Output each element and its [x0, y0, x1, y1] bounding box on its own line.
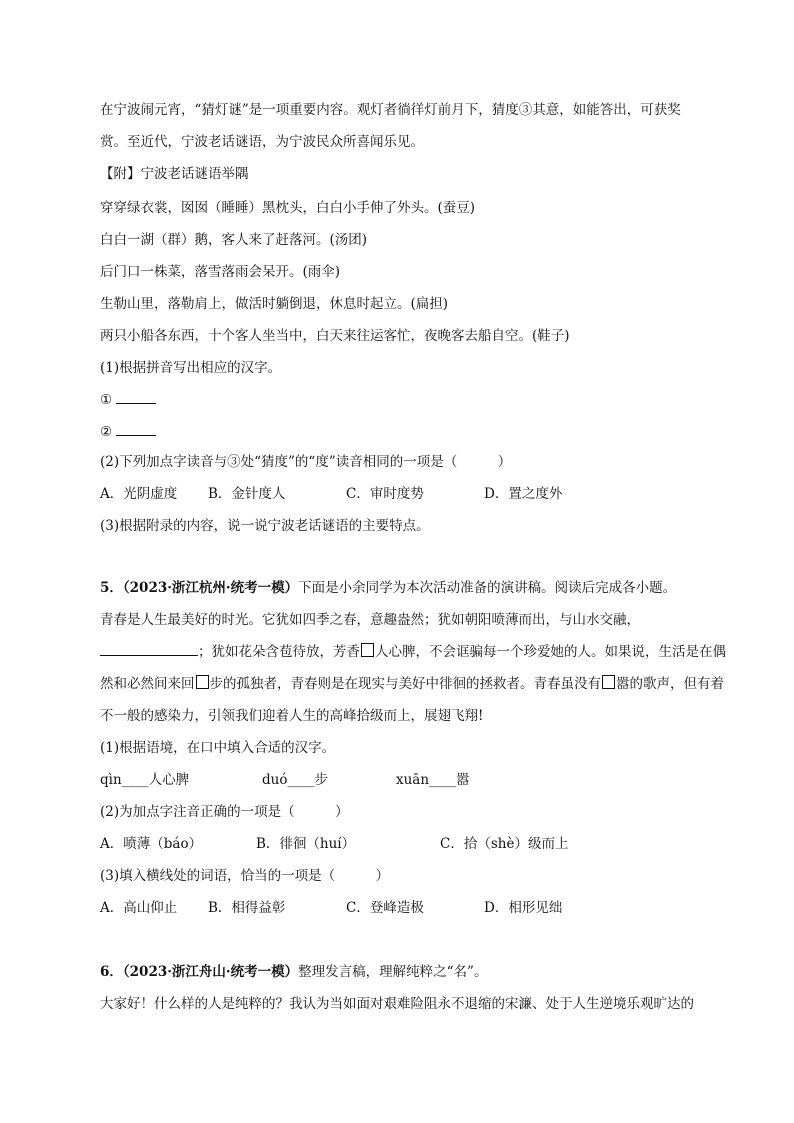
question-prompt: 整理发言稿，理解纯粹之“名”。 [298, 964, 488, 980]
passage-fragment: 步的孤独者，青春则是在现实与美好中徘徊的拯救者。青春虽没有 [209, 676, 601, 692]
option-a[interactable]: A．喷薄（báo） [100, 836, 203, 852]
option-b[interactable]: B．相得益彰 [208, 900, 286, 916]
subquestion-2: (2)为加点字注音正确的一项是（ ） [100, 804, 349, 820]
fill-box[interactable] [361, 643, 374, 657]
option-c[interactable]: C．拾（shè）级而上 [440, 836, 569, 852]
subquestion-3: (3)填入横线处的词语，恰当的一项是（ ） [100, 868, 390, 884]
passage-fragment: 然和必然间来回 [100, 676, 195, 692]
question-source: （2023·浙江舟山·统考一模） [122, 964, 299, 980]
pinyin-blank-3[interactable]: xuān____嚣 [396, 772, 470, 788]
fill-blank[interactable] [116, 423, 156, 436]
question-5-header [100, 578, 720, 598]
riddle-line: 后门口一株菜，落雪落雨会呆开。(雨伞) [100, 264, 341, 280]
option-b[interactable]: B．徘徊（huí） [256, 836, 356, 852]
option-a[interactable]: A．高山仰止 [100, 900, 178, 916]
question-prompt: 下面是小余同学为本次活动准备的演讲稿。阅读后完成各小题。 [298, 580, 677, 596]
passage-line: 赏。至近代，宁波老话谜语，为宁波民众所喜闻乐见。 [100, 134, 424, 150]
option-c[interactable]: C．登峰造极 [346, 900, 424, 916]
passage-line: 大家好！什么样的人是纯粹的？我认为当如面对艰难险阻永不退缩的宋濂、处于人生逆境乐观旷达的 [100, 996, 694, 1012]
riddle-line: 白白一湖（群）鹅，客人来了赶落河。(汤团) [100, 232, 368, 248]
subquestion-2: (2)下列加点字读音与③处“猜度”的“度”读音相同的一项是（ ） [100, 454, 512, 470]
passage-line: 在宁波闹元宵，“猜灯谜”是一项重要内容。观灯者徜徉灯前月下，猜度③其意，如能答出，可获奖 [100, 102, 681, 118]
option-a[interactable]: A．光阴虚度 [100, 486, 178, 502]
passage-fragment: 嚣的歌声，但有着 [616, 676, 724, 692]
fill-blank[interactable] [116, 391, 156, 404]
fill-box[interactable] [602, 675, 615, 689]
fill-box[interactable] [196, 675, 209, 689]
answer-blank-1 [100, 390, 720, 410]
subquestion-3: (3)根据附录的内容，说一说宁波老话谜语的主要特点。 [100, 518, 430, 534]
question-number: 5． [100, 580, 123, 596]
pinyin-blank-2[interactable]: duó____步 [262, 772, 328, 788]
option-d[interactable]: D．相形见绌 [484, 900, 563, 916]
passage-fragment: ；犹如花朵含苞待放，芳香 [198, 644, 360, 660]
subquestion-1: (1)根据语境，在口中填入合适的汉字。 [100, 740, 336, 756]
passage-line: 青春是人生最美好的时光。它犹如四季之春，意趣盎然；犹如朝阳喷薄而出，与山水交融， [100, 612, 640, 628]
answer-blank-2 [100, 422, 720, 442]
riddle-line: 生勒山里，落勒肩上，做活时躺倒退，休息时起立。(扁担) [100, 296, 449, 312]
riddle-line: 两只小船各东西，十个客人坐当中，白天来往运客忙，夜晚客去船自空。(鞋子) [100, 328, 570, 344]
option-b[interactable]: B．金针度人 [208, 486, 286, 502]
subquestion-1: (1)根据拼音写出相应的汉字。 [100, 360, 282, 376]
question-number: 6． [100, 964, 123, 980]
passage-line [100, 642, 726, 662]
blank-label: ② [100, 424, 113, 440]
blank-label: ① [100, 392, 113, 408]
riddle-line: 穿穿绿衣裳，囡囡（睡睡）黑枕头，白白小手伸了外头。(蚕豆) [100, 200, 476, 216]
passage-line: 不一般的感染力，引领我们迎着人生的高峰拾级而上，展翅飞翔! [100, 708, 484, 724]
fill-blank[interactable] [100, 643, 198, 656]
pinyin-blank-1[interactable]: qìn____人心脾 [100, 772, 190, 788]
option-c[interactable]: C．审时度势 [346, 486, 424, 502]
passage-line [100, 674, 724, 694]
question-source: （2023·浙江杭州·统考一模） [122, 580, 299, 596]
appendix-title: 【附】宁波老话谜语举隅 [100, 166, 249, 182]
question-6-header [100, 962, 720, 982]
option-d[interactable]: D．置之度外 [484, 486, 563, 502]
passage-fragment: 人心脾，不会诓骗每一个珍爱她的人。如果说，生活是在偶 [375, 644, 726, 660]
